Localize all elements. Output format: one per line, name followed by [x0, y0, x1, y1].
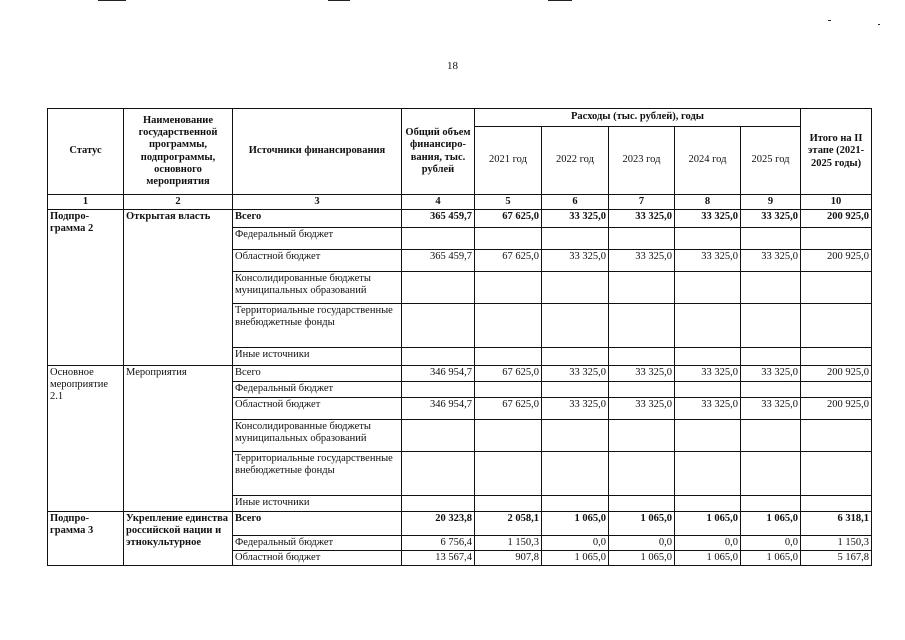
- budget-table-body: [48, 210, 872, 566]
- header-stage-total: Итого на II этапе (2021-2025 годы): [801, 109, 872, 195]
- amount-cell: 365 459,7: [402, 250, 475, 272]
- amount-cell: 1 065,0: [741, 512, 801, 536]
- program-name-cell: Укрепление единства российской нации и этнокультурное: [124, 512, 233, 566]
- amount-cell: [609, 382, 675, 398]
- amount-cell: 200 925,0: [801, 366, 872, 382]
- scan-artifact: [548, 0, 572, 1]
- amount-cell: [675, 304, 741, 348]
- amount-cell: [402, 304, 475, 348]
- amount-cell: 907,8: [475, 551, 542, 566]
- funding-source-cell: Территориальные государственные внебюджетные фонды: [233, 304, 402, 348]
- amount-cell: 33 325,0: [675, 366, 741, 382]
- amount-cell: 20 323,8: [402, 512, 475, 536]
- column-number: 10: [801, 195, 872, 210]
- funding-source-cell: Консолидированные бюджеты муниципальных образований: [233, 272, 402, 304]
- amount-cell: [609, 420, 675, 452]
- amount-cell: [475, 272, 542, 304]
- amount-cell: 33 325,0: [542, 366, 609, 382]
- amount-cell: [675, 272, 741, 304]
- amount-cell: [801, 348, 872, 366]
- header-year: 2021 год: [475, 127, 542, 195]
- table-row: [48, 512, 872, 536]
- scan-artifact: [828, 20, 831, 21]
- amount-cell: 1 065,0: [741, 551, 801, 566]
- amount-cell: 0,0: [542, 536, 609, 551]
- amount-cell: [542, 228, 609, 250]
- header-expenses-group: Расходы (тыс. рублей), годы: [475, 109, 801, 127]
- amount-cell: 67 625,0: [475, 210, 542, 228]
- amount-cell: 1 065,0: [609, 551, 675, 566]
- amount-cell: [542, 272, 609, 304]
- amount-cell: 33 325,0: [741, 366, 801, 382]
- amount-cell: [609, 304, 675, 348]
- header-name: Наименование государственной программы, подпрограммы, основного мероприятия: [124, 109, 233, 195]
- amount-cell: 0,0: [741, 536, 801, 551]
- amount-cell: [542, 304, 609, 348]
- amount-cell: [609, 272, 675, 304]
- amount-cell: [675, 228, 741, 250]
- amount-cell: [801, 420, 872, 452]
- amount-cell: [801, 304, 872, 348]
- funding-source-cell: Всего: [233, 366, 402, 382]
- page-number: 18: [447, 60, 458, 72]
- amount-cell: 1 065,0: [542, 551, 609, 566]
- amount-cell: 33 325,0: [609, 398, 675, 420]
- amount-cell: 33 325,0: [542, 250, 609, 272]
- amount-cell: [475, 228, 542, 250]
- header-year: 2022 год: [542, 127, 609, 195]
- header-year: 2024 год: [675, 127, 741, 195]
- amount-cell: [402, 272, 475, 304]
- program-name-cell: Открытая власть: [124, 210, 233, 366]
- amount-cell: 346 954,7: [402, 398, 475, 420]
- amount-cell: 33 325,0: [609, 210, 675, 228]
- amount-cell: 33 325,0: [542, 210, 609, 228]
- column-number: 4: [402, 195, 475, 210]
- budget-table: [47, 108, 872, 566]
- amount-cell: [609, 348, 675, 366]
- amount-cell: [609, 228, 675, 250]
- column-number: 2: [124, 195, 233, 210]
- amount-cell: [475, 420, 542, 452]
- amount-cell: 33 325,0: [741, 398, 801, 420]
- amount-cell: 33 325,0: [609, 250, 675, 272]
- amount-cell: 33 325,0: [609, 366, 675, 382]
- status-cell: Подпро-грамма 2: [48, 210, 124, 366]
- funding-source-cell: Областной бюджет: [233, 551, 402, 566]
- amount-cell: 200 925,0: [801, 250, 872, 272]
- amount-cell: [475, 348, 542, 366]
- amount-cell: [542, 496, 609, 512]
- amount-cell: 0,0: [675, 536, 741, 551]
- amount-cell: [402, 382, 475, 398]
- amount-cell: [542, 452, 609, 496]
- funding-source-cell: Иные источники: [233, 496, 402, 512]
- amount-cell: [741, 228, 801, 250]
- program-name-cell: Мероприятия: [124, 366, 233, 512]
- amount-cell: [609, 496, 675, 512]
- header-status: Статус: [48, 109, 124, 195]
- amount-cell: 346 954,7: [402, 366, 475, 382]
- scan-artifact: [328, 0, 350, 1]
- amount-cell: [475, 304, 542, 348]
- amount-cell: [741, 496, 801, 512]
- amount-cell: [801, 496, 872, 512]
- amount-cell: 5 167,8: [801, 551, 872, 566]
- funding-source-cell: Федеральный бюджет: [233, 228, 402, 250]
- funding-source-cell: Территориальные государственные внебюджетные фонды: [233, 452, 402, 496]
- column-number: 1: [48, 195, 124, 210]
- amount-cell: [542, 348, 609, 366]
- status-cell: Основное мероприятие 2.1: [48, 366, 124, 512]
- amount-cell: [402, 496, 475, 512]
- table-row: [48, 366, 872, 382]
- amount-cell: 2 058,1: [475, 512, 542, 536]
- scan-artifact: [98, 0, 126, 1]
- amount-cell: [542, 420, 609, 452]
- header-sources: Источники финансирования: [233, 109, 402, 195]
- table-row: [48, 210, 872, 228]
- amount-cell: [741, 304, 801, 348]
- header-year: 2023 год: [609, 127, 675, 195]
- amount-cell: 67 625,0: [475, 398, 542, 420]
- amount-cell: 1 065,0: [675, 551, 741, 566]
- amount-cell: 0,0: [609, 536, 675, 551]
- amount-cell: [475, 496, 542, 512]
- funding-source-cell: Всего: [233, 512, 402, 536]
- amount-cell: [741, 382, 801, 398]
- amount-cell: [675, 348, 741, 366]
- funding-source-cell: Консолидированные бюджеты муниципальных образований: [233, 420, 402, 452]
- amount-cell: [801, 272, 872, 304]
- amount-cell: [475, 382, 542, 398]
- amount-cell: [741, 420, 801, 452]
- amount-cell: 1 150,3: [475, 536, 542, 551]
- amount-cell: 1 065,0: [675, 512, 741, 536]
- amount-cell: 33 325,0: [741, 210, 801, 228]
- funding-source-cell: Областной бюджет: [233, 398, 402, 420]
- status-cell: Подпро-грамма 3: [48, 512, 124, 566]
- amount-cell: 6 318,1: [801, 512, 872, 536]
- amount-cell: 13 567,4: [402, 551, 475, 566]
- amount-cell: 6 756,4: [402, 536, 475, 551]
- amount-cell: [741, 452, 801, 496]
- column-number: 5: [475, 195, 542, 210]
- column-number: 9: [741, 195, 801, 210]
- amount-cell: 1 150,3: [801, 536, 872, 551]
- funding-source-cell: Областной бюджет: [233, 250, 402, 272]
- amount-cell: [402, 228, 475, 250]
- header-total: Общий объем финансиро-вания, тыс. рублей: [402, 109, 475, 195]
- amount-cell: [675, 452, 741, 496]
- amount-cell: [609, 452, 675, 496]
- amount-cell: 33 325,0: [675, 398, 741, 420]
- amount-cell: 200 925,0: [801, 210, 872, 228]
- amount-cell: 33 325,0: [542, 398, 609, 420]
- column-number: 8: [675, 195, 741, 210]
- amount-cell: [402, 452, 475, 496]
- amount-cell: [675, 496, 741, 512]
- column-number: 3: [233, 195, 402, 210]
- amount-cell: 67 625,0: [475, 250, 542, 272]
- amount-cell: 1 065,0: [542, 512, 609, 536]
- amount-cell: [801, 452, 872, 496]
- amount-cell: [675, 382, 741, 398]
- amount-cell: [402, 348, 475, 366]
- amount-cell: 200 925,0: [801, 398, 872, 420]
- amount-cell: 33 325,0: [675, 210, 741, 228]
- amount-cell: [475, 452, 542, 496]
- funding-source-cell: Федеральный бюджет: [233, 536, 402, 551]
- amount-cell: [542, 382, 609, 398]
- header-year: 2025 год: [741, 127, 801, 195]
- funding-source-cell: Всего: [233, 210, 402, 228]
- amount-cell: [741, 272, 801, 304]
- amount-cell: [402, 420, 475, 452]
- funding-source-cell: Федеральный бюджет: [233, 382, 402, 398]
- scan-artifact: [878, 24, 880, 25]
- amount-cell: 1 065,0: [609, 512, 675, 536]
- amount-cell: [675, 420, 741, 452]
- amount-cell: 33 325,0: [741, 250, 801, 272]
- column-number: 6: [542, 195, 609, 210]
- amount-cell: 67 625,0: [475, 366, 542, 382]
- amount-cell: [801, 228, 872, 250]
- amount-cell: 365 459,7: [402, 210, 475, 228]
- amount-cell: [741, 348, 801, 366]
- funding-source-cell: Иные источники: [233, 348, 402, 366]
- column-number: 7: [609, 195, 675, 210]
- amount-cell: [801, 382, 872, 398]
- amount-cell: 33 325,0: [675, 250, 741, 272]
